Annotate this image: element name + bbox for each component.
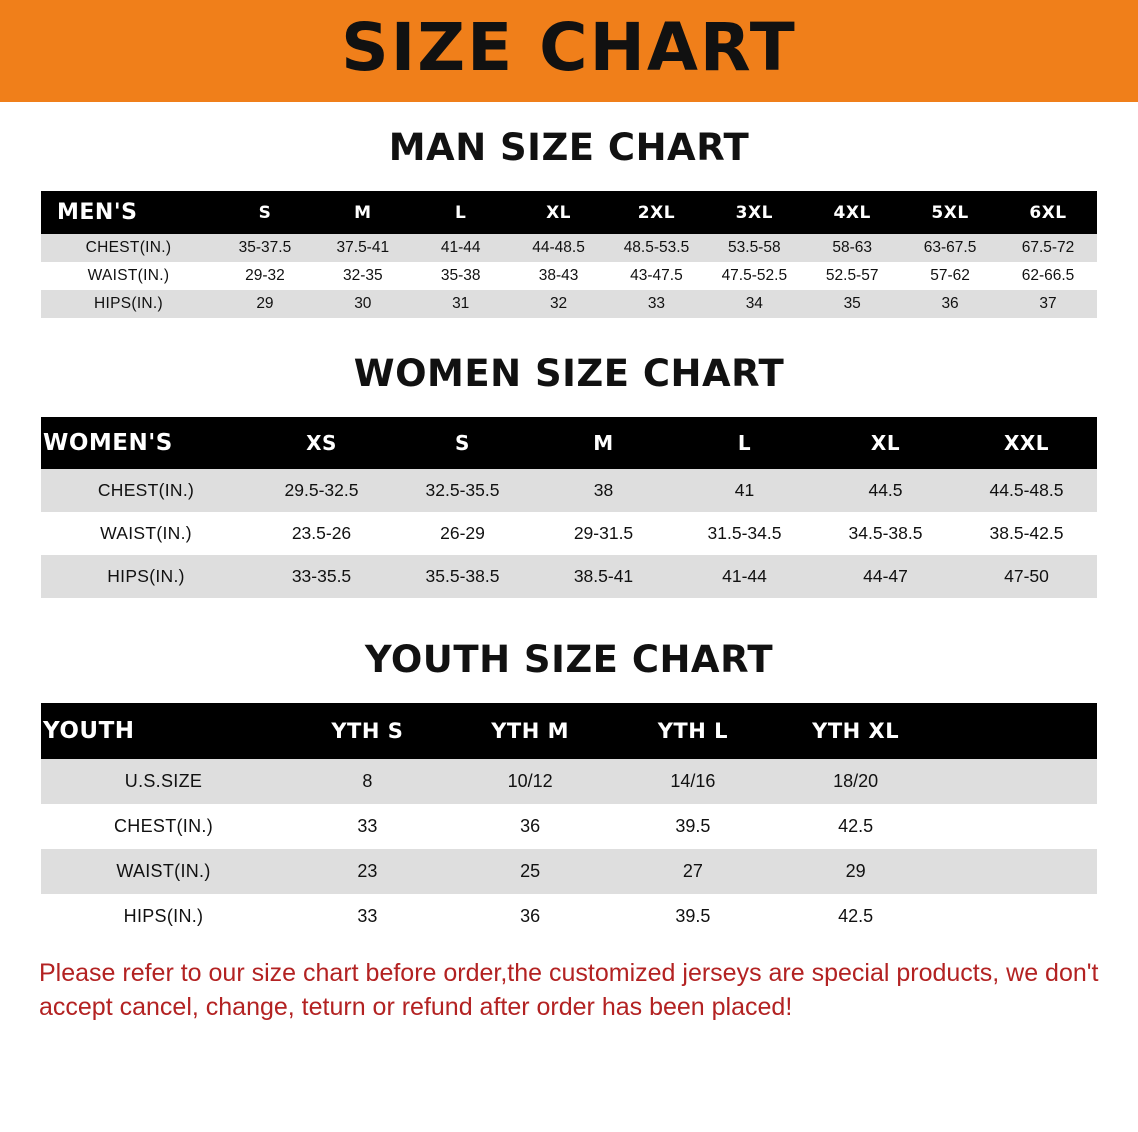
man-cell-0-5: 53.5-58 (728, 239, 781, 256)
table-header-row (41, 191, 1097, 234)
man-cell-2-2: 31 (452, 295, 470, 312)
youth-cell-3-2: 39.5 (675, 906, 711, 926)
youth-cell-2-1: 25 (520, 861, 541, 881)
page-title: SIZE CHART (341, 9, 797, 86)
table-row (41, 849, 1097, 894)
man-cell-0-8: 67.5-72 (1021, 239, 1075, 256)
women-cell-1-1: 26-29 (440, 523, 485, 543)
man-cell-2-5: 34 (745, 295, 763, 312)
man-cell-1-3: 38-43 (538, 267, 579, 284)
youth-col-2: YTH L (657, 719, 729, 743)
man-table-body (41, 234, 1097, 318)
youth-cell-2-0: 23 (357, 861, 378, 881)
youth-table-body (41, 759, 1097, 939)
women-row-label-header: WOMEN'S (43, 430, 173, 456)
women-cell-2-1: 35.5-38.5 (425, 566, 500, 586)
man-col-5: 3XL (735, 202, 773, 223)
table-row (41, 512, 1097, 555)
man-cell-2-8: 37 (1039, 295, 1057, 312)
man-cell-0-0: 35-37.5 (238, 239, 292, 256)
women-col-0: XS (306, 431, 337, 455)
man-cell-2-3: 32 (549, 295, 568, 312)
youth-cell-0-3: 18/20 (833, 771, 879, 791)
man-col-2: L (455, 202, 467, 223)
women-col-5: XXL (1003, 431, 1050, 455)
youth-cell-2-spacer (937, 849, 1097, 894)
man-row-0-label: CHEST(IN.) (85, 239, 172, 256)
youth-row-3-label: HIPS(IN.) (123, 906, 204, 926)
man-size-table (41, 191, 1097, 318)
man-col-0: S (258, 202, 272, 223)
table-row (41, 262, 1097, 290)
women-size-table-wrap (41, 417, 1097, 598)
youth-row-label-header: YOUTH (43, 718, 135, 744)
women-cell-1-5: 38.5-42.5 (989, 523, 1064, 543)
man-col-3: XL (546, 202, 572, 223)
youth-row-1-label: CHEST(IN.) (114, 816, 213, 836)
man-cell-2-6: 35 (843, 295, 861, 312)
women-col-3: L (737, 431, 752, 455)
youth-col-1: YTH M (491, 719, 570, 743)
youth-cell-0-2: 14/16 (670, 771, 716, 791)
women-col-1: S (455, 431, 470, 455)
women-cell-0-1: 32.5-35.5 (425, 480, 500, 500)
youth-cell-3-1: 36 (520, 906, 541, 926)
youth-cell-0-1: 10/12 (507, 771, 553, 791)
man-cell-1-2: 35-38 (440, 267, 481, 284)
youth-cell-3-3: 42.5 (838, 906, 874, 926)
women-table-header (41, 417, 1097, 469)
man-col-7: 5XL (931, 202, 969, 223)
women-size-table (41, 417, 1097, 598)
man-cell-1-5: 47.5-52.5 (721, 267, 788, 284)
man-col-6: 4XL (833, 202, 871, 223)
man-cell-2-7: 36 (941, 295, 959, 312)
man-cell-1-8: 62-66.5 (1021, 267, 1075, 284)
youth-col-spacer (937, 703, 1097, 759)
youth-cell-1-spacer (937, 804, 1097, 849)
man-cell-0-4: 48.5-53.5 (623, 239, 690, 256)
man-cell-2-1: 30 (354, 295, 372, 312)
man-cell-1-1: 32-35 (342, 267, 383, 284)
table-header-row (41, 417, 1097, 469)
women-cell-0-0: 29.5-32.5 (284, 480, 359, 500)
women-cell-2-2: 38.5-41 (573, 566, 634, 586)
youth-cell-1-3: 42.5 (838, 816, 874, 836)
man-row-label-header: MEN'S (57, 200, 138, 225)
footnote-text: Please refer to our size chart before order,the customized jerseys are special products, we don't accept cancel, change, teturn or refund after order has been placed! (39, 959, 1099, 1021)
youth-row-2-label: WAIST(IN.) (116, 861, 211, 881)
youth-cell-1-2: 39.5 (675, 816, 711, 836)
women-cell-1-4: 34.5-38.5 (848, 523, 923, 543)
women-cell-1-0: 23.5-26 (291, 523, 352, 543)
man-col-8: 6XL (1029, 202, 1067, 223)
women-cell-2-3: 41-44 (722, 566, 767, 586)
man-cell-0-2: 41-44 (440, 239, 481, 256)
table-row (41, 290, 1097, 318)
youth-col-3: YTH XL (812, 719, 900, 743)
man-size-table-wrap (41, 191, 1097, 318)
women-row-2-label: HIPS(IN.) (107, 566, 185, 586)
man-cell-1-4: 43-47.5 (630, 267, 683, 284)
header-banner (0, 0, 1138, 102)
women-col-2: M (593, 431, 614, 455)
man-table-header (41, 191, 1097, 234)
man-col-1: M (354, 202, 372, 223)
women-cell-0-4: 44.5 (868, 480, 903, 500)
table-header-row (41, 703, 1097, 759)
youth-cell-3-spacer (937, 894, 1097, 939)
youth-row-0-label: U.S.SIZE (124, 771, 203, 791)
youth-size-table (41, 703, 1097, 939)
women-table-body (41, 469, 1097, 598)
youth-size-table-wrap (41, 703, 1097, 939)
youth-col-0: YTH S (331, 719, 404, 743)
man-cell-2-0: 29 (256, 295, 274, 312)
man-cell-0-1: 37.5-41 (336, 239, 390, 256)
youth-cell-1-1: 36 (520, 816, 541, 836)
man-cell-1-7: 57-62 (930, 267, 970, 284)
man-cell-0-6: 58-63 (832, 239, 873, 256)
youth-cell-0-0: 8 (362, 771, 373, 791)
women-row-1-label: WAIST(IN.) (100, 523, 192, 543)
women-row-0-label: CHEST(IN.) (97, 480, 195, 500)
table-row (41, 804, 1097, 849)
women-cell-1-2: 29-31.5 (573, 523, 634, 543)
women-cell-1-3: 31.5-34.5 (707, 523, 782, 543)
man-row-2-label: HIPS(IN.) (93, 295, 163, 312)
man-cell-1-0: 29-32 (245, 267, 285, 284)
women-cell-2-0: 33-35.5 (291, 566, 352, 586)
women-col-4: XL (870, 431, 901, 455)
women-cell-2-5: 47-50 (1004, 566, 1049, 586)
youth-section-title: YOUTH SIZE CHART (364, 638, 774, 681)
youth-cell-3-0: 33 (357, 906, 378, 926)
man-cell-2-4: 33 (647, 295, 666, 312)
table-row (41, 469, 1097, 512)
table-row (41, 555, 1097, 598)
youth-table-header (41, 703, 1097, 759)
table-row (41, 894, 1097, 939)
youth-cell-2-3: 29 (845, 861, 866, 881)
youth-cell-0-spacer (937, 759, 1097, 804)
youth-cell-2-2: 27 (682, 861, 703, 881)
man-section-title: MAN SIZE CHART (388, 126, 750, 169)
women-cell-2-4: 44-47 (863, 566, 908, 586)
table-row (41, 759, 1097, 804)
man-cell-1-6: 52.5-57 (825, 267, 879, 284)
youth-cell-1-0: 33 (357, 816, 378, 836)
man-col-4: 2XL (637, 202, 676, 223)
women-cell-0-3: 41 (734, 480, 755, 500)
women-cell-0-5: 44.5-48.5 (989, 480, 1064, 500)
man-cell-0-3: 44-48.5 (532, 239, 585, 256)
women-section-title: WOMEN SIZE CHART (353, 352, 785, 395)
table-row (41, 234, 1097, 262)
man-row-1-label: WAIST(IN.) (87, 267, 170, 284)
man-cell-0-7: 63-67.5 (923, 239, 977, 256)
women-cell-0-2: 38 (593, 480, 614, 500)
